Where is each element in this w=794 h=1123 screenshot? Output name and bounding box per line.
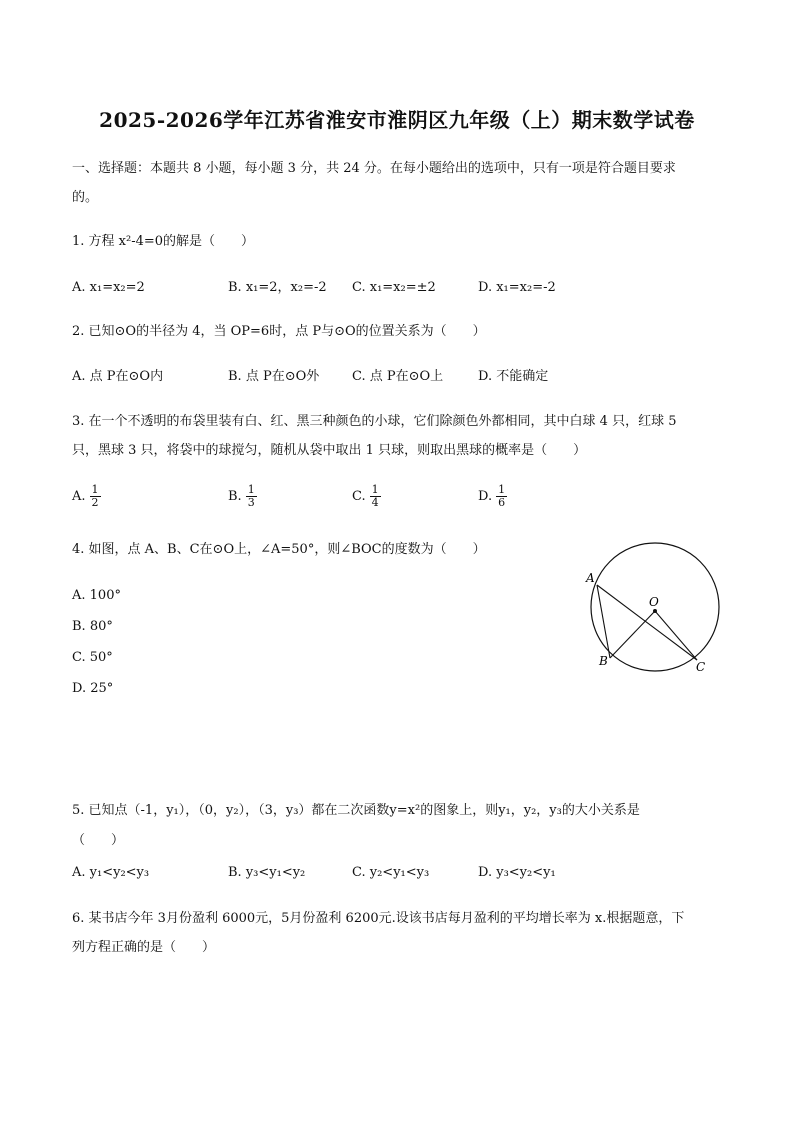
fraction: $\frac{1}{3}$ — [247, 483, 255, 509]
question-5-stem-line2: （ ） — [72, 833, 125, 848]
question-2-option-a: A. 点 P在⊙O内 — [72, 369, 164, 384]
label-a: A — [586, 571, 595, 585]
section-instruction-line2: 的。 — [72, 190, 99, 205]
fraction: $\frac{1}{2}$ — [91, 483, 99, 509]
question-5-option-b: B. y₃<y₁<y₂ — [228, 865, 306, 880]
question-3-option-a: A. $\frac{1}{2}$ — [72, 483, 99, 509]
question-1-option-c: C. x₁=x₂=±2 — [352, 280, 436, 295]
question-4-option-c: C. 50° — [72, 650, 113, 665]
question-4-option-b: B. 80° — [72, 619, 113, 634]
question-3-option-c: C. $\frac{1}{4}$ — [352, 483, 379, 509]
question-1-option-a: A. x₁=x₂=2 — [72, 280, 145, 295]
center-point-o — [653, 609, 657, 613]
question-1-option-b: B. x₁=2，x₂=-2 — [228, 280, 327, 295]
fraction: $\frac{1}{4}$ — [371, 483, 379, 509]
label-b: B — [599, 654, 608, 668]
question-4-stem: 4. 如图，点 A、B、C在⊙O上，∠A=50°，则∠BOC的度数为（ ） — [72, 542, 486, 557]
segment-oc — [655, 611, 697, 660]
segment-bo — [610, 611, 655, 658]
question-1-stem: 1. 方程 x²-4=0的解是（ ） — [72, 234, 255, 249]
question-5-option-a: A. y₁<y₂<y₃ — [72, 865, 150, 880]
question-4-option-d: D. 25° — [72, 681, 114, 696]
question-3-option-d: D. $\frac{1}{6}$ — [478, 483, 506, 509]
question-5-stem-line1: 5. 已知点（-1，y₁），（0，y₂），（3，y₃）都在二次函数y=x²的图象上，则y₁，y₂，y₃的大小关系是 — [72, 803, 640, 818]
label-o: O — [649, 595, 659, 609]
question-5-option-d: D. y₃<y₂<y₁ — [478, 865, 556, 880]
circle-geometry-figure — [580, 538, 730, 678]
label-c: C — [696, 660, 706, 674]
question-3-stem-line2: 只，黑球 3 只，将袋中的球搅匀，随机从袋中取出 1 只球，则取出黑球的概率是（ ） — [72, 443, 587, 458]
segment-ab — [597, 585, 610, 658]
segment-ac — [597, 585, 697, 660]
question-5-option-c: C. y₂<y₁<y₃ — [352, 865, 430, 880]
question-6-stem-line1: 6. 某书店今年 3月份盈利 6000元，5月份盈利 6200元.设该书店每月盈利的平均增长率为 x.根据题意，下 — [72, 911, 685, 926]
section-instruction-line1: 一、选择题：本题共 8 小题，每小题 3 分，共 24 分。在每小题给出的选项中，只有一项是符合题目要求 — [72, 161, 676, 176]
question-3-option-b: B. $\frac{1}{3}$ — [228, 483, 255, 509]
question-2-option-c: C. 点 P在⊙O上 — [352, 369, 444, 384]
fraction: $\frac{1}{6}$ — [498, 483, 506, 509]
page-title: 2025-2026学年江苏省淮安市淮阴区九年级（上）期末数学试卷 — [99, 108, 695, 132]
question-2-stem: 2. 已知⊙O的半径为 4，当 OP=6时，点 P与⊙O的位置关系为（ ） — [72, 324, 486, 339]
question-4-option-a: A. 100° — [72, 588, 121, 603]
question-1-option-d: D. x₁=x₂=-2 — [478, 280, 556, 295]
question-6-stem-line2: 列方程正确的是（ ） — [72, 940, 216, 955]
question-2-option-d: D. 不能确定 — [478, 369, 549, 384]
question-2-option-b: B. 点 P在⊙O外 — [228, 369, 320, 384]
question-3-stem-line1: 3. 在一个不透明的布袋里装有白、红、黑三种颜色的小球，它们除颜色外都相同，其中白球 4 只，红球 5 — [72, 414, 677, 429]
